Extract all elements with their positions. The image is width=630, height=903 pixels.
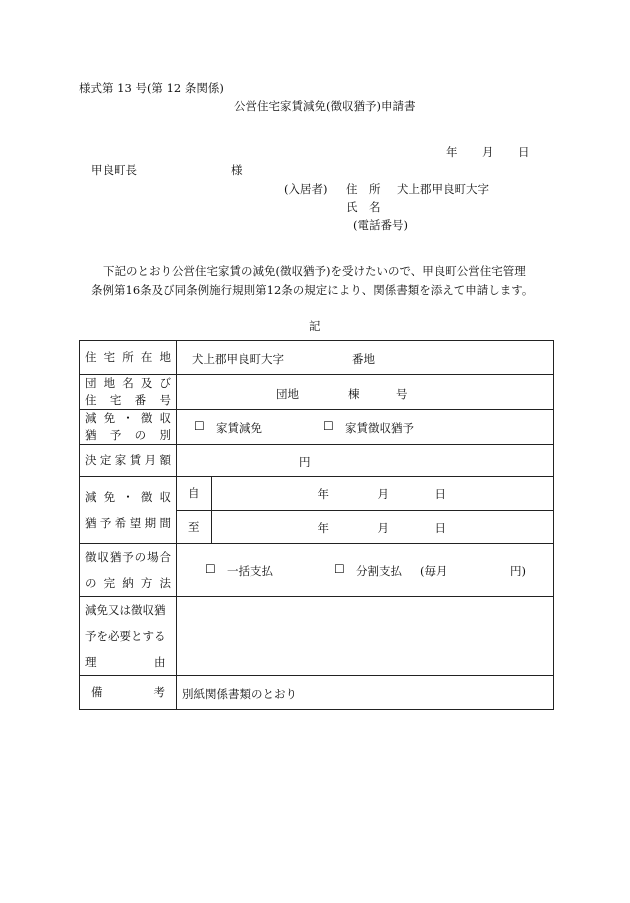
payment-option2-label: 分割支払	[356, 563, 402, 578]
location-label-cell	[80, 341, 177, 375]
period-value-cell	[177, 477, 554, 544]
payment-option1-label: 一括支払	[227, 563, 273, 578]
rent-value-cell[interactable]	[177, 445, 554, 477]
row-remarks	[80, 676, 554, 710]
date-day: 日	[518, 145, 530, 159]
payment-label-line2: の完納方法	[85, 576, 171, 590]
row-complex	[80, 375, 554, 410]
period-label-line1: 減免・徴収	[85, 490, 171, 504]
rent-label: 決定家賃月額	[85, 453, 171, 467]
addressee-name: 甲良町長	[91, 163, 137, 177]
payment-label-line1: 徴収猶予の場合	[85, 550, 171, 564]
complex-gou: 号	[396, 386, 408, 401]
complex-label-line2: 住宅番号	[85, 393, 171, 407]
row-type	[80, 410, 554, 445]
period-to-value-cell[interactable]	[211, 510, 553, 543]
form-title: 公営住宅家賃減免(徴収猶予)申請書	[234, 99, 416, 113]
application-form-table	[79, 340, 554, 710]
payment-label-cell	[80, 544, 177, 597]
period-from-label: 自	[177, 477, 211, 510]
payment-monthly-prefix: (毎月	[420, 563, 448, 578]
period-label-line2: 猶予希望期間	[85, 516, 171, 530]
remarks-value: 別紙関係書類のとおり	[182, 687, 297, 701]
applicant-address-value: 犬上郡甲良町大字	[397, 182, 489, 196]
reason-label-line2: 予を必要とする	[85, 629, 166, 643]
row-reason	[80, 597, 554, 676]
period-inner-table	[177, 477, 553, 543]
reason-label-line3: 理 由	[85, 655, 166, 669]
row-location	[80, 341, 554, 375]
remarks-label: 備考	[91, 685, 165, 699]
ki-heading: 記	[309, 319, 321, 333]
period-to-label: 至	[177, 510, 211, 543]
payment-option1-checkbox[interactable]: ☐	[205, 561, 216, 576]
complex-label-cell	[80, 375, 177, 410]
complex-label-line1: 団地名及び	[85, 376, 171, 390]
location-value: 犬上郡甲良町大字	[192, 352, 284, 366]
reason-label-line1: 減免又は徴収猶	[85, 603, 166, 617]
applicant-name-label: 氏 名	[346, 200, 381, 214]
period-from-year: 年	[317, 487, 329, 502]
applicant-address-label: 住 所	[346, 182, 381, 196]
rent-unit: 円	[299, 455, 311, 469]
rent-label-cell	[80, 445, 177, 477]
payment-option2-checkbox[interactable]: ☐	[334, 561, 345, 576]
payment-monthly-suffix: 円)	[510, 563, 526, 578]
complex-value-cell[interactable]	[177, 375, 554, 410]
complex-danchi: 団地	[276, 386, 299, 401]
reason-label-cell	[80, 597, 177, 676]
location-suffix: 番地	[352, 352, 375, 366]
date-year: 年	[446, 145, 458, 159]
form-number: 様式第 13 号(第 12 条関係)	[79, 81, 224, 95]
period-from-value-cell[interactable]	[211, 477, 553, 510]
type-value-cell	[177, 410, 554, 445]
body-text-line1: 下記のとおり公営住宅家賃の減免(徴収猶予)を受けたいので、甲良町公営住宅管理	[103, 264, 526, 278]
period-to-month: 月	[377, 520, 389, 535]
type-label-line1: 減免・徴収	[85, 411, 171, 425]
period-from-month: 月	[377, 487, 389, 502]
period-from-day: 日	[434, 487, 446, 502]
type-option2-checkbox[interactable]: ☐	[323, 419, 334, 433]
location-value-cell[interactable]	[177, 341, 554, 375]
period-to-year: 年	[317, 520, 329, 535]
body-text-line2: 条例第16条及び同条例施行規則第12条の規定により、関係書類を添えて申請します。	[91, 283, 534, 297]
type-option1-label: 家賃減免	[216, 421, 262, 435]
type-label-cell	[80, 410, 177, 445]
applicant-phone-label: (電話番号)	[353, 218, 408, 232]
applicant-role: (入居者)	[284, 182, 328, 196]
remarks-label-cell	[80, 676, 177, 710]
date-month: 月	[482, 145, 494, 159]
row-payment	[80, 544, 554, 597]
reason-value-cell[interactable]	[177, 597, 554, 676]
type-label-line2: 猶予の別	[85, 428, 171, 442]
row-rent	[80, 445, 554, 477]
payment-value-cell	[177, 544, 554, 597]
type-option2-label: 家賃徴収猶予	[345, 421, 414, 435]
row-period	[80, 477, 554, 544]
location-label: 住宅所在地	[85, 350, 171, 364]
period-to-day: 日	[434, 520, 446, 535]
complex-mune: 棟	[348, 386, 360, 401]
remarks-value-cell[interactable]	[177, 676, 554, 710]
addressee-honorific: 様	[231, 163, 243, 177]
period-label-cell	[80, 477, 177, 544]
type-option1-checkbox[interactable]: ☐	[194, 419, 205, 433]
